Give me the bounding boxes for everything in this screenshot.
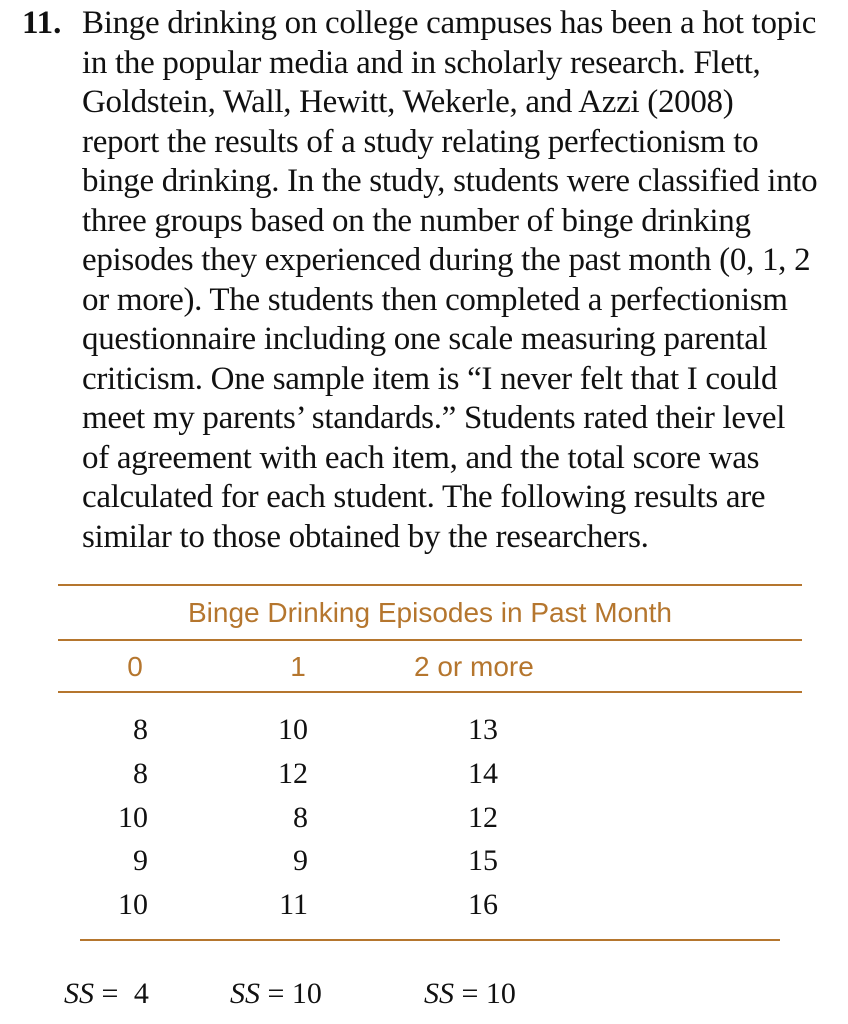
column-header-2-or-more: 2 or more: [414, 651, 534, 682]
problem-line: questionnaire including one scale measuring parental: [82, 321, 768, 357]
problem-line: in the popular media and in scholarly research. Flett,: [82, 44, 761, 81]
problem-line: Binge drinking on college campuses has been a hot topic: [82, 5, 817, 41]
column-header-0: 0: [127, 651, 143, 682]
problem-line: similar to those obtained by the researchers.: [82, 518, 649, 555]
header-rule: [58, 691, 802, 693]
table-top-rule: [58, 584, 802, 586]
table-bottom-rule: [80, 939, 780, 941]
problem-line: three groups based on the number of binge drinking: [82, 202, 751, 239]
problem-number: 11.: [22, 5, 62, 41]
ss-number: 4: [133, 977, 149, 1010]
ss-value-group-2: [424, 975, 516, 1013]
table-cell: 8: [293, 801, 308, 834]
problem-line: episodes they experienced during the past month (0, 1, 2: [82, 242, 811, 278]
table-cell: 9: [133, 844, 148, 877]
problem-line: meet my parents’ standards.” Students rated their level: [82, 400, 786, 436]
table-cell: 16: [468, 888, 498, 921]
table-cell: 12: [278, 757, 308, 790]
ss-label: SS: [424, 977, 454, 1010]
table-cell: 12: [468, 801, 498, 834]
problem-line: criticism. One sample item is “I never felt that I could: [82, 360, 778, 397]
problem-line: report the results of a study relating perfectionism to: [82, 123, 759, 160]
table-cell: 10: [118, 801, 148, 834]
table-cell: 15: [468, 844, 498, 877]
table-cell: 8: [133, 757, 148, 790]
column-header-1: 1: [290, 651, 306, 682]
problem-line: Goldstein, Wall, Hewitt, Wekerle, and Azzi (2008): [82, 84, 734, 120]
table-cell: 8: [133, 713, 148, 746]
ss-equals: =: [461, 977, 479, 1010]
table-cell: 10: [278, 713, 308, 746]
table-cell: 13: [468, 713, 498, 746]
table-cell: 14: [468, 757, 498, 790]
ss-value-group-0: [64, 975, 149, 1013]
ss-number: 10: [485, 977, 516, 1010]
ss-label: SS: [64, 977, 94, 1010]
problem-line: binge drinking. In the study, students were classified into: [82, 163, 818, 199]
table-cell: 9: [293, 844, 308, 877]
caption-rule: [58, 639, 802, 641]
table-caption: Binge Drinking Episodes in Past Month: [187, 597, 673, 628]
problem-line: calculated for each student. The following results are: [82, 479, 766, 515]
ss-equals: =: [267, 977, 285, 1010]
table-cell: 10: [118, 888, 148, 921]
table-cell: 11: [279, 888, 308, 921]
problem-line: or more). The students then completed a perfectionism: [82, 281, 788, 318]
ss-number: 10: [291, 977, 322, 1010]
problem-line: of agreement with each item, and the total score was: [82, 439, 760, 476]
ss-label: SS: [230, 977, 260, 1010]
ss-equals: =: [101, 977, 119, 1010]
ss-value-group-1: [230, 975, 322, 1013]
